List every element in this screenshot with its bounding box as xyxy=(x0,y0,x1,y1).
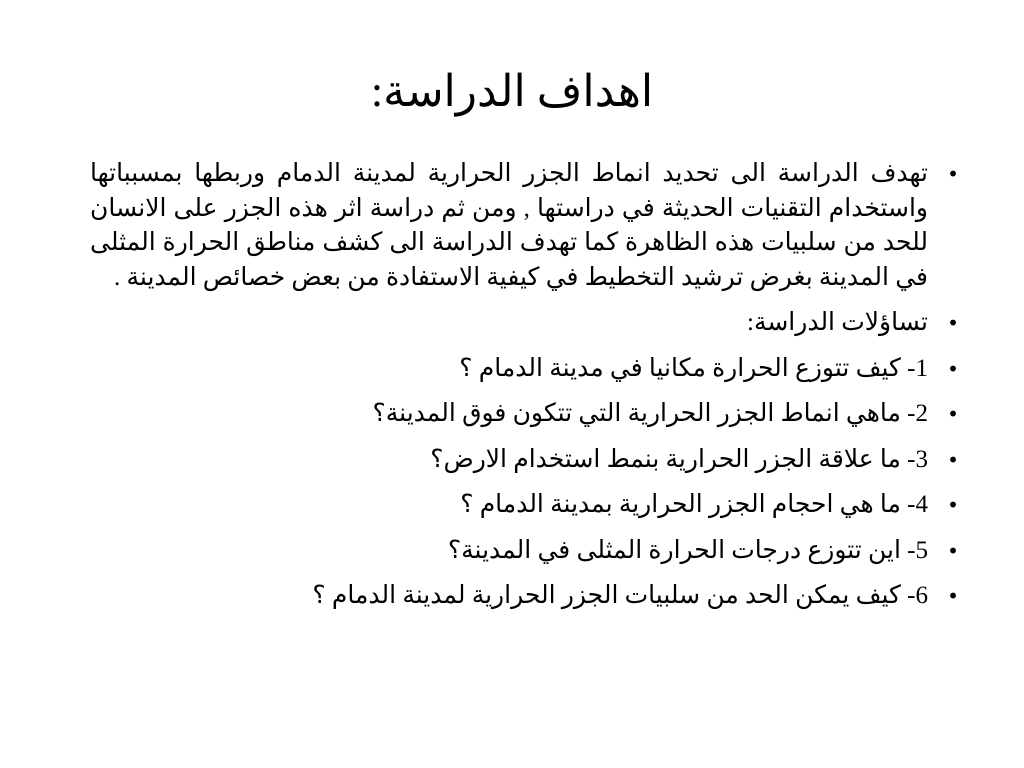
bullet-text: 4- ما هي احجام الجزر الحرارية بمدينة الدمام ؟ xyxy=(460,491,928,518)
bullet-text: 1- كيف تتوزع الحرارة مكانيا في مدينة الدمام ؟ xyxy=(459,354,928,382)
bullet-list xyxy=(90,157,959,625)
bullet-dot-icon: • xyxy=(947,402,959,426)
bullet-item-question-6 xyxy=(90,579,959,614)
bullet-dot-icon: • xyxy=(947,584,959,608)
bullet-dot-icon: • xyxy=(947,447,959,472)
bullet-text: تساؤلات الدراسة: xyxy=(747,309,928,336)
bullet-dot-icon: • xyxy=(947,538,959,563)
bullet-dot-icon: • xyxy=(947,162,959,186)
bullet-dot-icon: • xyxy=(947,356,959,381)
bullet-item-objective xyxy=(90,157,959,295)
bullet-item-questions-heading xyxy=(90,306,959,341)
slide-title: اهداف الدراسة: xyxy=(370,67,654,116)
bullet-dot-icon: • xyxy=(947,311,959,335)
bullet-text: تهدف الدراسة الى تحديد انماط الجزر الحرارية لمدينة الدمام وربطها بمسبباتها واستخدام التقنيات الحديثة في دراستها , ومن ثم دراسة اثر هذه الجزر على الانسان للحد من سلبيات هذه الظاهرة كما تهدف الدراسة الى كشف مناطق الحرارة المثلى في المدينة بغرض ترشيد التخطيط في كيفية الاستفادة من بعض خصائص المدينة . xyxy=(90,160,928,291)
bullet-item-question-4 xyxy=(90,488,959,523)
bullet-text: 5- اين تتوزع درجات الحرارة المثلى في المدينة؟ xyxy=(447,536,928,564)
bullet-dot-icon: • xyxy=(947,493,959,517)
bullet-text: 3- ما علاقة الجزر الحرارية بنمط استخدام الارض؟ xyxy=(430,445,928,473)
bullet-item-question-2 xyxy=(90,397,959,432)
bullet-item-question-1 xyxy=(90,352,959,387)
bullet-text: 6- كيف يمكن الحد من سلبيات الجزر الحرارية لمدينة الدمام ؟ xyxy=(312,582,928,609)
bullet-item-question-3 xyxy=(90,443,959,478)
bullet-item-question-5 xyxy=(90,534,959,569)
bullet-text: 2- ماهي انماط الجزر الحرارية التي تتكون فوق المدينة؟ xyxy=(372,400,928,427)
